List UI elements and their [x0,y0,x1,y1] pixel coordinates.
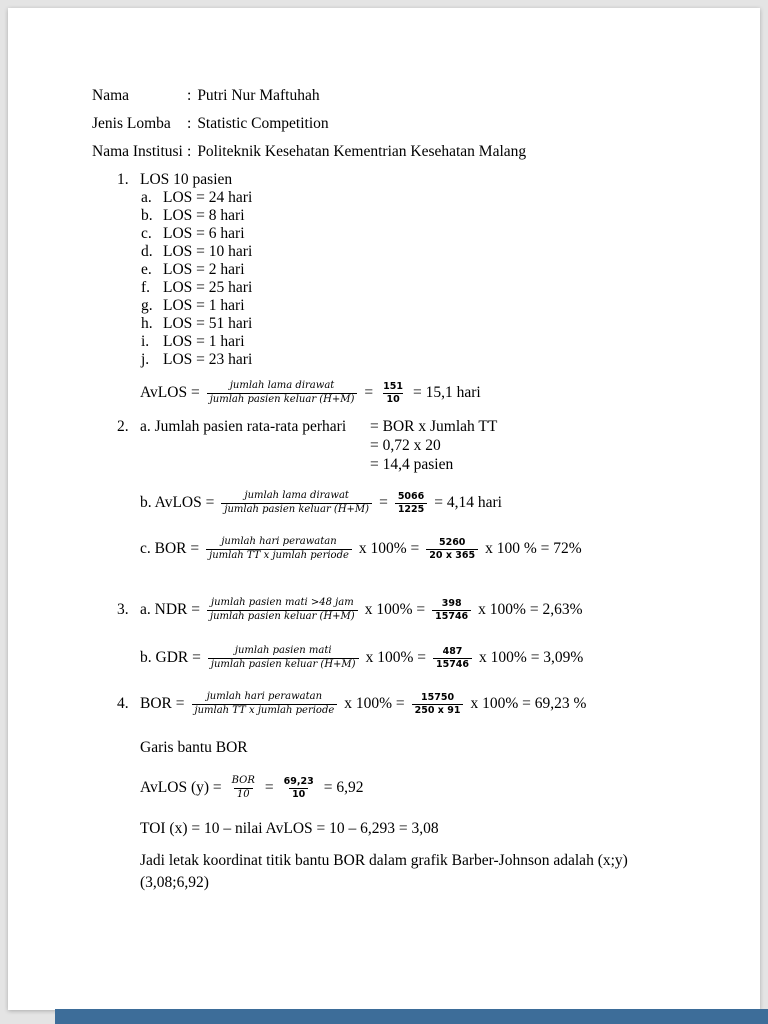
fraction-words [206,536,352,562]
fraction-numerator: 69,23 [283,775,314,787]
entry-text: LOS = 6 hari [163,225,245,242]
formula-tail: = 4,14 hari [434,494,502,511]
los-entry [141,189,252,207]
fraction-numerator: jumlah lama dirawat [229,380,335,391]
fraction-values [426,537,478,562]
entry-letter: g. [141,297,153,314]
formula-lead: BOR = [140,695,185,712]
header-row-nama [92,87,320,105]
fraction-words [207,380,358,406]
item2a-line3: = 14,4 pasien [370,456,454,473]
los-entry [141,207,245,225]
list-number: 4. [117,695,129,712]
formula-lead: a. NDR = [140,601,200,618]
fraction-denominator: jumlah pasien keluar (H+M) [207,610,358,624]
fraction-values [380,381,406,406]
header-label: Nama Institusi [92,143,183,160]
equals-sign: = [364,384,374,401]
ndr-formula-item3a [140,597,583,623]
fraction-values [412,692,464,717]
entry-text: LOS = 1 hari [163,297,245,314]
entry-text: LOS = 2 hari [163,261,245,278]
header-value: Politeknik Kesehatan Kementrian Kesehatan Malang [197,143,527,160]
los-entry [141,351,252,369]
fraction-numerator: jumlah pasien mati [234,645,332,656]
equals-sign: = [379,494,388,511]
document-page [8,8,760,1010]
entry-text: LOS = 51 hari [163,315,253,332]
item2a-label: a. Jumlah pasien rata-rata perhari [140,418,347,435]
entry-letter: d. [141,243,153,260]
avlos-formula-item2b [140,490,502,516]
item2a-line1: = BOR x Jumlah TT [370,418,498,435]
fraction-denominator: 1225 [395,503,427,516]
avlos-formula-item1 [140,380,481,406]
footer-bar [55,1009,768,1024]
fraction-words [208,645,359,671]
entry-letter: c. [141,225,152,242]
fraction-numerator: 5260 [438,536,466,548]
los-entry [141,333,245,351]
entry-text: LOS = 8 hari [163,207,245,224]
fraction-numerator: jumlah pasien mati >48 jam [210,597,354,608]
list-number: 2. [117,418,129,435]
fraction-numerator: 398 [441,597,462,609]
header-colon: : [187,87,192,104]
entry-text: LOS = 23 hari [163,351,253,368]
fraction-values [395,491,427,516]
fraction-denominator: 250 x 91 [412,704,464,717]
formula-tail: x 100 % = 72% [485,540,582,557]
entry-letter: b. [141,207,153,224]
fraction-denominator: jumlah pasien keluar (H+M) [221,503,372,517]
formula-mid: x 100% = [365,649,426,666]
entry-text: LOS = 10 hari [163,243,253,260]
fraction-denominator: jumlah pasien keluar (H+M) [208,658,359,672]
fraction-denominator: jumlah TT x jumlah periode [206,549,352,563]
fraction-denominator: jumlah pasien keluar (H+M) [207,393,358,407]
fraction-numerator: BOR [231,775,255,786]
entry-text: LOS = 24 hari [163,189,253,206]
entry-letter: a. [141,189,152,206]
los-entry [141,225,245,243]
bor-formula-item2c [140,536,582,562]
list-number: 1. [117,171,129,188]
header-row-jenis-lomba [92,115,329,133]
list-number: 3. [117,601,129,618]
los-entry [141,243,252,261]
formula-tail: x 100% = 3,09% [479,649,584,666]
fraction-numerator: jumlah hari perawatan [221,536,337,547]
fraction-values [433,646,472,671]
entry-letter: f. [141,279,151,296]
los-entry [141,279,252,297]
header-value: Statistic Competition [197,115,329,132]
fraction-numerator: jumlah lama dirawat [244,490,349,501]
fraction-denominator: 15746 [432,610,471,623]
fraction-numerator: 487 [442,645,463,657]
fraction-denominator: jumlah TT x jumlah periode [192,704,338,718]
bor-formula-item4 [140,691,586,717]
fraction-denominator: 10 [289,788,308,801]
header-label: Jenis Lomba [92,115,171,132]
entry-letter: e. [141,261,152,278]
fraction-words [192,691,338,717]
item2a-row [117,418,346,436]
entry-letter: h. [141,315,153,332]
conclusion-line1: Jadi letak koordinat titik bantu BOR dalam grafik Barber-Johnson adalah (x;y) [140,852,628,869]
formula-tail: = 6,92 [323,779,364,796]
formula-tail: = 15,1 hari [413,384,481,401]
entry-text: LOS = 1 hari [163,333,245,350]
los-entry [141,261,245,279]
toi-formula: TOI (x) = 10 – nilai AvLOS = 10 – 6,293 = 3,08 [140,820,439,837]
fraction-numerator: 15750 [421,691,455,703]
entry-letter: j. [141,351,150,368]
header-colon: : [187,143,192,160]
fraction-words [221,490,372,516]
fraction-words [229,775,258,801]
item2a-line2: = 0,72 x 20 [370,437,441,454]
formula-lead: b. AvLOS = [140,494,215,511]
los-entry [141,297,245,315]
formula-lead: b. GDR = [140,649,201,666]
header-value: Putri Nur Maftuhah [197,87,320,104]
formula-tail: x 100% = 2,63% [478,601,583,618]
formula-mid: x 100% = [344,695,405,712]
fraction-words [207,597,358,623]
fraction-denominator: 10 [383,393,402,406]
header-label: Nama [92,87,130,104]
entry-text: LOS = 25 hari [163,279,253,296]
avlos-y-formula [140,775,363,801]
fraction-numerator: jumlah hari perawatan [206,691,323,702]
header-row-institusi [92,143,526,161]
formula-mid: x 100% = [358,540,420,557]
fraction-denominator: 15746 [433,658,472,671]
equals-sign: = [264,779,274,796]
formula-lead: AvLOS (y) = [140,779,222,796]
los-entry [141,315,252,333]
fraction-values [432,598,471,623]
fraction-denominator: 20 x 365 [426,549,478,562]
list-item-1-title [117,171,232,189]
formula-lead: c. BOR = [140,540,200,557]
list-title: LOS 10 pasien [140,171,233,188]
formula-tail: x 100% = 69,23 % [470,695,587,712]
conclusion-line2: (3,08;6,92) [140,874,209,891]
gdr-formula-item3b [140,645,583,671]
fraction-denominator: 10 [234,788,253,802]
fraction-values [281,776,317,801]
formula-mid: x 100% = [364,601,426,618]
fraction-numerator: 151 [383,380,404,392]
fraction-numerator: 5066 [397,490,425,502]
header-colon: : [187,115,192,132]
garis-bantu-heading: Garis bantu BOR [140,739,248,756]
entry-letter: i. [141,333,150,350]
formula-lead: AvLOS = [140,384,200,401]
